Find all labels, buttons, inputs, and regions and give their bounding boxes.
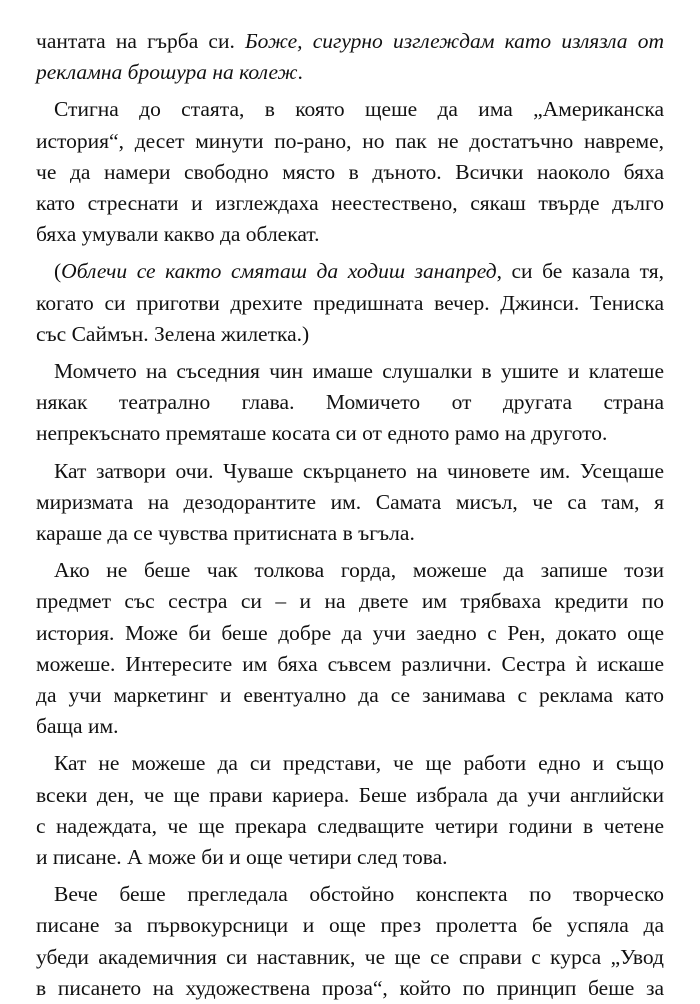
paragraph <box>36 356 664 450</box>
paragraph <box>36 256 664 350</box>
text-line <box>36 910 664 941</box>
text-run: някак театрално глава. Момичето от другата страна <box>36 390 664 415</box>
text-run: непрекъснато премяташе косата си от едното рамо на другото. <box>36 421 608 446</box>
text-run: . <box>297 60 303 85</box>
text-run: с надеждата, че ще прекара следващите четири години в четене <box>36 813 664 838</box>
text-line <box>36 387 664 418</box>
text-run: когато си приготви дрехите предишната вечер. Джинси. Тениска <box>36 290 664 315</box>
text-run: убеди академичния си наставник, че ще се справи с курса „Увод <box>36 944 664 969</box>
paragraph <box>36 555 664 742</box>
text-run: история“, десет минути по-рано, но пак не достатъчно навреме, <box>36 128 664 153</box>
text-run: Ако не беше чак толкова горда, можеше да запише този <box>54 558 664 583</box>
paragraph <box>36 26 664 88</box>
text-line <box>36 973 664 1004</box>
text-run: Вече беше прегледала обстойно конспекта по творческо <box>54 882 664 907</box>
text-run: и писане. А може би и още четири след това. <box>36 845 448 870</box>
text-run: чантата на гърба си. <box>36 29 245 53</box>
text-line <box>36 555 664 586</box>
text-run: караше да се чувства притисната в ъгъла. <box>36 521 415 546</box>
text-line <box>36 942 664 973</box>
text-line <box>36 219 664 250</box>
text-run: със Саймън. Зелена жилетка.) <box>36 321 310 346</box>
text-run: история. Може би беше добре да учи заедно с Рен, докато още <box>36 620 664 645</box>
text-line <box>36 356 664 387</box>
text-run: всеки ден, че ще прави кариера. Беше избрала да учи английски <box>36 782 664 807</box>
text-line <box>36 842 664 873</box>
text-line <box>36 748 664 779</box>
text-run: Стигна до стаята, в която щеше да има „Американска <box>54 97 664 122</box>
paragraph <box>36 456 664 550</box>
text-run: предмет със сестра си – и на двете им трябваха кредити по <box>36 589 664 614</box>
text-line <box>36 618 664 649</box>
text-run: Момчето на съседния чин имаше слушалки в ушите и клатеше <box>54 359 664 384</box>
text-line <box>36 680 664 711</box>
text-run: миризмата на дезодорантите им. Самата мисъл, че са там, я <box>36 489 664 514</box>
text-line <box>36 126 664 157</box>
text-line <box>36 256 664 287</box>
italic-text: Боже, сигурно изглеждам като излязла от <box>245 29 664 53</box>
text-line <box>36 319 664 350</box>
text-line <box>36 711 664 742</box>
text-run: бяха умували какво да облекат. <box>36 222 320 247</box>
text-line <box>36 94 664 125</box>
text-run: в писането на художествена проза“, който по принцип беше за <box>36 975 664 1000</box>
text-run: като стреснати и изглеждаха неестествено, сякаш твърде дълго <box>36 191 664 216</box>
text-line <box>36 487 664 518</box>
paragraph <box>36 879 664 1004</box>
text-line <box>36 26 664 57</box>
italic-text: рекламна брошура на колеж <box>36 60 298 85</box>
text-line <box>36 518 664 549</box>
text-run: баща им. <box>36 714 119 739</box>
text-line <box>36 57 664 88</box>
text-run: писане за първокурсници и още през пролетта бе успяла да <box>36 913 664 938</box>
text-line <box>36 418 664 449</box>
text-line <box>36 188 664 219</box>
text-line <box>36 288 664 319</box>
text-line <box>36 586 664 617</box>
text-line <box>36 879 664 910</box>
paragraph <box>36 748 664 873</box>
text-run: че да намери свободно място в дъното. Всички наоколо бяха <box>36 159 664 184</box>
paragraph <box>36 94 664 250</box>
text-run: Кат не можеше да си представи, че ще работи едно и също <box>54 751 664 776</box>
text-line <box>36 456 664 487</box>
text-run: Кат затвори очи. Чуваше скърцането на чиновете им. Усещаше <box>54 458 664 483</box>
text-line <box>36 811 664 842</box>
italic-text: Облечи се както смяташ да ходиш занапред <box>61 259 497 284</box>
text-run: , си бе казала тя, <box>496 259 664 284</box>
text-run: можеше. Интересите им бяха съвсем различни. Сестра ѝ искаше <box>36 651 664 676</box>
text-line <box>36 649 664 680</box>
text-line <box>36 157 664 188</box>
text-run: да учи маркетинг и евентуално да се занимава с реклама като <box>36 683 664 708</box>
text-line <box>36 780 664 811</box>
text-run: ( <box>54 259 62 284</box>
